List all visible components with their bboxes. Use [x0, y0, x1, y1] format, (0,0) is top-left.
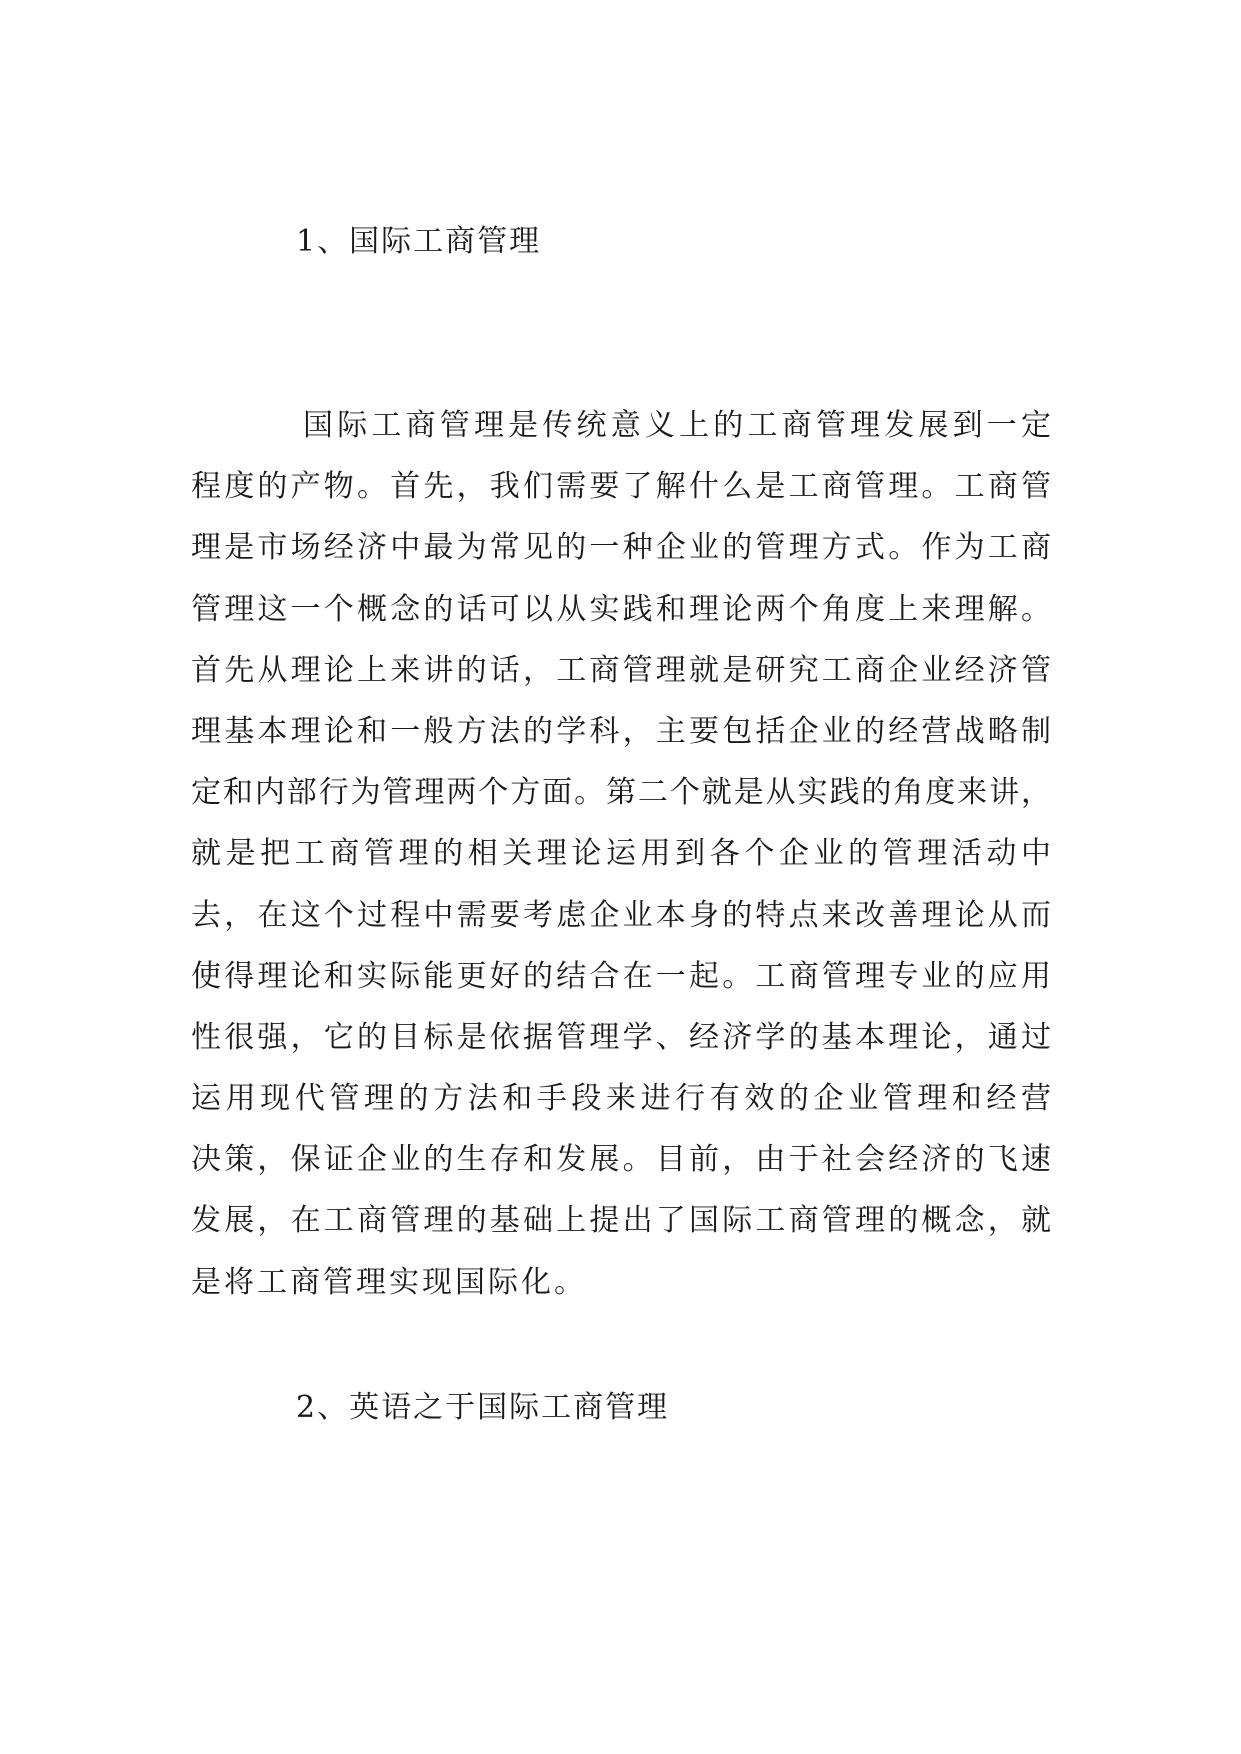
section-2-heading: 2、英语之于国际工商管理: [296, 1390, 670, 1425]
paragraph-line: 就是把工商管理的相关理论运用到各个企业的管理活动中: [191, 836, 1051, 872]
paragraph-line: 去，在这个过程中需要考虑企业本身的特点来改善理论从而: [191, 897, 1051, 933]
paragraph-line: 管理这一个概念的话可以从实践和理论两个角度上来理解。: [191, 591, 1051, 627]
paragraph-line: 定和内部行为管理两个方面。第二个就是从实践的角度来讲，: [191, 775, 1051, 811]
paragraph-line: 使得理论和实际能更好的结合在一起。工商管理专业的应用: [191, 958, 1051, 994]
section-1-heading: 1、国际工商管理: [296, 224, 542, 259]
paragraph-line: 程度的产物。首先，我们需要了解什么是工商管理。工商管: [191, 469, 1051, 505]
paragraph-line: 是将工商管理实现国际化。: [191, 1264, 587, 1300]
paragraph-line: 国际工商管理是传统意义上的工商管理发展到一定: [303, 408, 1051, 443]
paragraph-line: 运用现代管理的方法和手段来进行有效的企业管理和经营: [191, 1081, 1051, 1117]
paragraph-line: 理是市场经济中最为常见的一种企业的管理方式。作为工商: [191, 530, 1051, 566]
paragraph-line: 首先从理论上来讲的话，工商管理就是研究工商企业经济管: [191, 652, 1051, 688]
paragraph-line: 理基本理论和一般方法的学科，主要包括企业的经营战略制: [191, 713, 1051, 749]
paragraph-line: 决策，保证企业的生存和发展。目前，由于社会经济的飞速: [191, 1142, 1051, 1178]
paragraph-line: 性很强，它的目标是依据管理学、经济学的基本理论，通过: [191, 1019, 1051, 1055]
section-1-paragraph: [191, 395, 1051, 1313]
paragraph-line: 发展，在工商管理的基础上提出了国际工商管理的概念，就: [191, 1203, 1051, 1239]
